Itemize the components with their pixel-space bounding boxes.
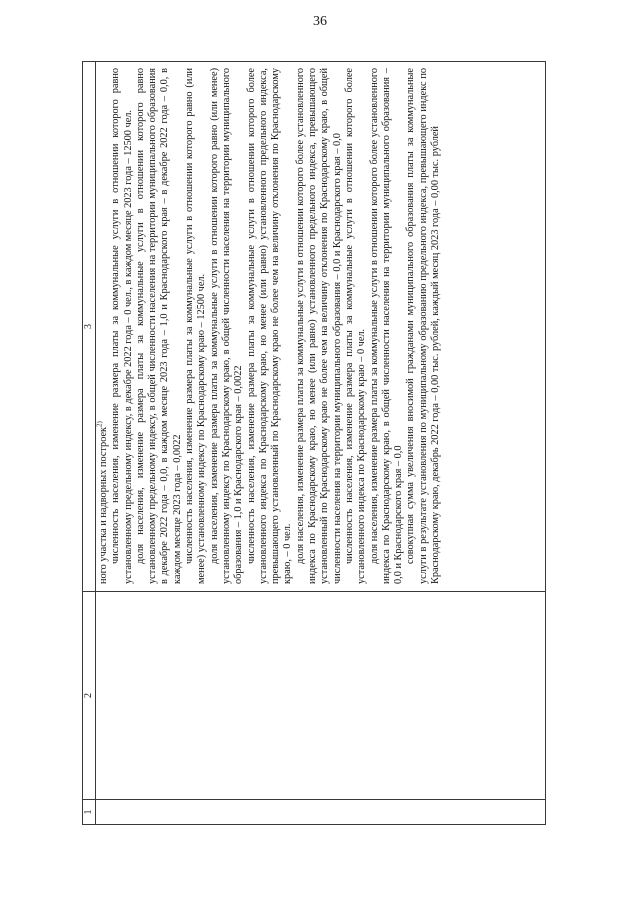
paragraph: численность населения, изменение размера платы за коммунальные услуги в отношении которого более установленного индекса по Краснодарскому краю – 0 чел. [343,68,368,584]
column-header-3: 3 [83,62,96,592]
paragraph: численность населения, изменение размера платы за коммунальные услуги в отношении которого равно (или менее) установленному индексу по Краснодарскому краю – 12500 чел. [184,68,208,584]
cell-col-3 [96,62,546,592]
rotated-table-area [82,62,546,825]
cell-col-1 [96,800,546,825]
intro-text: ного участка и надворных построек [98,426,109,584]
paragraph: совокупная сумма увеличения вносимой гражданами муниципального образования платы за коммунальные услуги в результате установления по муниципальному образованию предельного индекса, превышающего индекс по Краснодарскому краю, декабрь 2022 года – 0,00 тыс. рублей, каждый месяц 2023 года – 0,00 тыс. рублей [405,68,442,584]
paragraph: доля населения, изменение размера платы за коммунальные услуги в отношении которого более установленного индекса по Краснодарскому краю, в общей численности населения на территории муниципального образования – 0,0 и Краснодарского края – 0,0 [368,68,405,584]
paragraph: доля населения, изменение размера платы за коммунальные услуги в отношении которого равно (или менее) установленному индексу по Краснодарскому краю, в общей численности населения на территории муниципального образования – 1,0 и Краснодарского края – 0,0022 [208,68,245,584]
data-table [82,61,546,825]
column-header-2: 2 [83,592,96,800]
table-row [96,62,546,825]
cell-col-2 [96,592,546,800]
paragraph-intro [95,68,110,584]
table-header-row [83,62,96,825]
paragraph: доля населения, изменение размера платы за коммунальные услуги в отношении которого равно установленному предельному индексу, в общей численности населения на территории муниципального образования в декабре 2022 года – 0,0, в каждом месяце 2023 года – 1,0 и Краснодарского края – в декабре 2022 года – 0,0, в каждом месяце 2023 года – 0,0022 [134,68,183,584]
paragraph: численность населения, изменение размера платы за коммунальные услуги в отношении которого более установленного индекса по Краснодарскому краю, но менее (или равно) установленного предельного индекса, превышающего установленный по Краснодарскому краю не более чем на величину отклонения по Краснодарскому краю, – 0 чел. [245,68,294,584]
paragraph: численность населения, изменение размера платы за коммунальные услуги в отношении которого равно установленному предельному индексу, в декабре 2022 года – 0 чел., в каждом месяце 2023 года – 12500 чел. [110,68,134,584]
paragraph: доля населения, изменение размера платы за коммунальные услуги в отношении которого более установленного индекса по Краснодарскому краю, но менее (или равно) установленного предельного индекса, превышающего установленный по Краснодарскому краю не более чем на величину отклонения по Краснодарскому краю, в общей численности населения на территории муниципального образования – 0,0 и Краснодарского края – 0,0 [294,68,343,584]
page-number: 36 [313,14,327,29]
table-rotation-frame [82,62,546,825]
column-header-1: 1 [83,800,96,825]
footnote-marker: 2) [95,421,104,427]
